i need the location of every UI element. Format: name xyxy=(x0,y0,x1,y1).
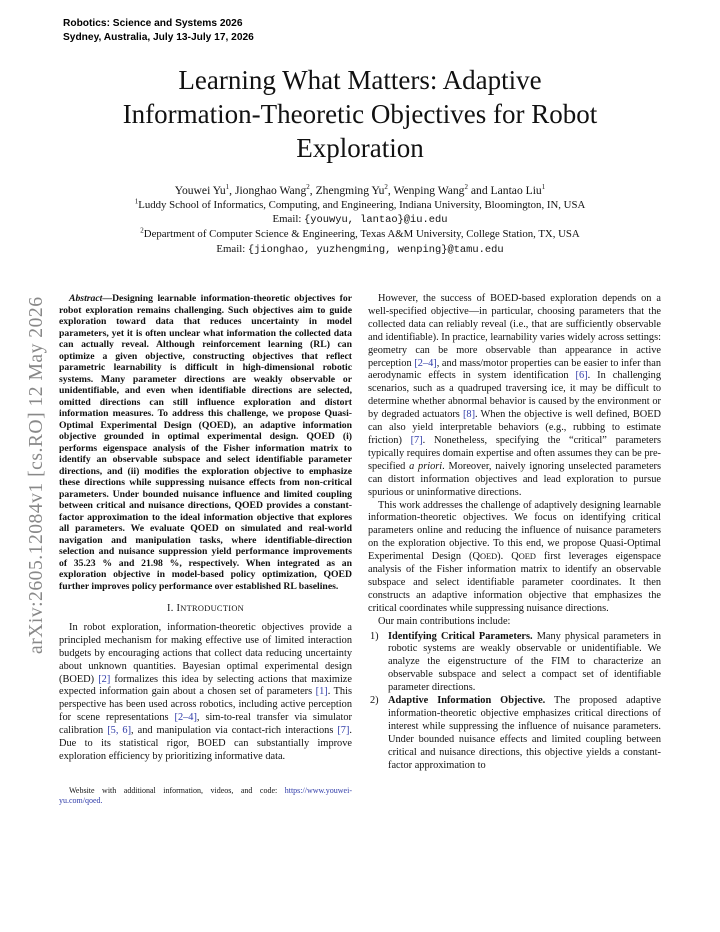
citation-link[interactable]: [2–4] xyxy=(414,357,437,369)
small-caps-term: OED xyxy=(479,552,498,562)
contributions-intro: Our main contributions include: xyxy=(378,615,511,627)
text-run: . This perspective has been used across robotics, including active perception for scene representations xyxy=(59,686,352,724)
affiliation-text: Luddy School of Informatics, Computing, and Engineering, Indiana University, Bloomington, IN, USA xyxy=(138,199,586,211)
citation-link[interactable]: [2–4] xyxy=(174,712,197,724)
citation-link[interactable]: [1] xyxy=(315,686,328,698)
affiliation-1 xyxy=(60,198,660,212)
author-name: Zhengming Yu xyxy=(315,184,385,197)
citation-link[interactable]: [5, 6] xyxy=(107,725,132,737)
text-run: first leverages eigenspace analysis of the Fisher information matrix to identify an observable subspace and select identifiable parameter coordinates. It then constructs an adaptive information objective that emphasizes the critical coordinates while suppressing nuisance directions. xyxy=(368,551,662,614)
email-1 xyxy=(60,212,660,227)
author-block xyxy=(60,183,660,257)
text-run: However, the success of BOED-based exploration depends on a well-specified objective—in particular, choosing parameters that the collected data can reliably reveal (i.e., that are sufficiently observable and identifiable). In practice, learnability varies widely across settings: geometry can be more observable than appearance in active perception xyxy=(368,293,661,369)
arxiv-stamp: arXiv:2605.12084v1 [cs.RO] 12 May 2026 xyxy=(26,296,47,655)
email-label: Email: xyxy=(216,242,246,255)
title-line: Information-Theoretic Objectives for Robot xyxy=(122,99,598,129)
text-run: In robot exploration, information-theoretic objectives provide a principled mechanism for making effective use of limited interaction budgets by encouraging actions that collect data reducing uncertainty about unknown quantities. Bayesian optimal experimental design (BOED) xyxy=(59,621,352,685)
citation-link[interactable]: [6] xyxy=(575,370,588,382)
text-run: This work addresses the challenge of adaptively designing learnable information-theoretic objectives. We focus on identifying critical parameters online and reducing the influence of nuisance parameters on the exploration objective. To this end, we propose Quasi-Optimal Experimental Design (Q xyxy=(368,499,661,563)
section-title-initial: I xyxy=(176,603,181,614)
section-title-rest: NTRODUCTION xyxy=(180,604,245,613)
citation-link[interactable]: [7] xyxy=(337,725,350,737)
contributions-list xyxy=(368,631,661,773)
affil-sup: 2 xyxy=(140,226,144,235)
citation-link[interactable]: [7] xyxy=(410,434,423,446)
list-item-body: The proposed adaptive information-theoretic objective emphasizes critical directions of interest while suppressing the influence of nuisance parameters. Under bounded nuisance effects and limited coupling between critical and nuisance directions, this objective yields a constant-factor approximation to xyxy=(388,695,661,771)
text-run: . When the objective is well defined, BOED can also yield interpretable behaviors (e.g., rubbing to estimate friction) xyxy=(368,409,662,446)
list-item xyxy=(368,631,661,696)
author-name: Wenping Wang xyxy=(393,184,465,197)
text-run: . In challenging scenarios, such as a quadruped traversing ice, it may be difficult to determine whether abnormal behavior is caused by the environment or by degraded actuators xyxy=(368,370,661,421)
author-name: Lantao Liu xyxy=(490,184,542,197)
body-paragraph xyxy=(368,293,661,500)
affiliation-text: Department of Computer Science & Engineering, Texas A&M University, College Station, TX, USA xyxy=(143,228,580,241)
affil-sup: 2 xyxy=(464,183,468,192)
citation-link[interactable]: [8] xyxy=(462,409,476,421)
list-number: 2) xyxy=(370,695,379,707)
website-link[interactable]: https://www.youwei-yu.com/qoed. xyxy=(59,785,352,805)
text-run: . Moreover, naively ignoring unselected parameters can distort information objectives and lead exploration to pursue spurious or uninformative directions. xyxy=(368,460,662,498)
email-address[interactable]: {youwyu, lantao}@iu.edu xyxy=(304,214,448,227)
email-address[interactable]: {jionghao, yuzhengming, wenping}@tamu.edu xyxy=(247,243,504,256)
list-item-heading: Adaptive Information Objective. xyxy=(388,695,546,707)
left-column xyxy=(59,293,352,814)
text-run: , sim-to-real transfer via simulator calibration xyxy=(59,712,353,737)
author-name: Jionghao Wang xyxy=(234,184,307,197)
affil-sup: 1 xyxy=(225,183,230,192)
footnote xyxy=(59,786,352,806)
text-run: . Nonetheless, specifying the “critical” parameters typically requires domain expertise and often assumes they can be pre-specified xyxy=(368,434,661,472)
text-run: . Due to its statistical rigor, BOED can substantially improve exploration efficiency by prioritizing informative data. xyxy=(59,725,352,762)
abstract xyxy=(59,293,352,592)
author-conjunction: and xyxy=(470,184,488,197)
text-run: ). Q xyxy=(497,551,519,563)
conference-header xyxy=(63,17,254,44)
italic-term: a priori xyxy=(409,460,443,472)
section-heading-introduction xyxy=(59,603,352,616)
citation-link[interactable]: [2] xyxy=(98,673,111,685)
intro-paragraph xyxy=(59,622,352,764)
conference-location: Sydney, Australia, July 13-July 17, 2026 xyxy=(63,31,254,43)
section-numeral: I. xyxy=(166,603,174,614)
list-item-heading: Identifying Critical Parameters. xyxy=(388,630,533,642)
paper-title xyxy=(60,63,660,165)
text-run: , and manipulation via contact-rich interactions xyxy=(131,725,338,737)
list-item xyxy=(368,695,661,772)
list-number: 1) xyxy=(370,630,379,642)
email-label: Email: xyxy=(272,213,302,226)
footnote-text: Website with additional information, videos, and code: xyxy=(69,785,285,795)
small-caps-term: OED xyxy=(518,552,536,562)
list-item-body: Many physical parameters in robotic systems are weakly observable or unidentifiable. We analyze the eigenstructure of the FIM to characterize an observable subspace and select a compact set of identifiable parameter directions. xyxy=(388,630,661,694)
conference-name: Robotics: Science and Systems 2026 xyxy=(63,18,243,29)
email-2 xyxy=(60,242,660,257)
right-column xyxy=(368,293,661,773)
affiliation-2 xyxy=(60,227,660,241)
title-line: Learning What Matters: Adaptive xyxy=(178,65,542,95)
affil-sup: 2 xyxy=(384,183,388,192)
affil-sup: 1 xyxy=(541,183,546,192)
abstract-label: Abstract xyxy=(69,293,103,304)
affil-sup: 1 xyxy=(134,197,139,206)
affil-sup: 2 xyxy=(306,183,310,192)
author-list: Youwei Yu$^1$, Jionghao Wang$^2$, Zhengming Yu$^2$, Wenping Wang$^2$ and Lantao Liu$^1$ xyxy=(174,183,546,197)
title-line: Exploration xyxy=(296,133,424,163)
body-paragraph xyxy=(368,500,661,616)
abstract-text: —Designing learnable information-theoretic objectives for robot exploration remains challenging. Such objectives aim to guide exploration toward data that reduces uncertainty in model parameters, yet it is often unclear what information the collected data can actually reveal. Although reinforcement learning (RL) can optimize a given objective, constructing objectives that reflect parametric learnability is difficult in high-dimensional robotic systems. Many parameter directions are weakly observable or unidentifiable, and even when identifiable directions are selected, omitted directions can still influence exploration and distort information measures. To address this challenge, we propose Quasi-Optimal Experimental Design (QOED), an adaptive information objective grounded in optimal experimental design. QOED (i) performs eigenspace analysis of the Fisher information matrix to identify an observable subspace and select identifiable parameter directions, and (ii) modifies the exploration objective to emphasize these directions while suppressing nuisance effects from non-critical parameters. Under bounded nuisance influence and limited coupling between critical and nuisance directions, QOED provides a constant-factor approximation to the ideal information objective that explores all parameters. We evaluate QOED on simulated and real-world navigation and manipulation tasks, where identifiable-direction selection and nuisance suppression yield performance improvements of 35.23 % and 21.98 %, respectively. When integrated as an exploration objective in model-based policy optimization, QOED further improves policy performance over established RL baselines. xyxy=(59,293,352,592)
text-run: , and mass/motor properties can be easier to infer than aerodynamic effects in system identification xyxy=(368,357,661,382)
author-name: Youwei Yu xyxy=(174,184,226,197)
text-run: formalizes this idea by selecting actions that maximize expected information gain about a chosen set of parameters xyxy=(59,673,352,698)
